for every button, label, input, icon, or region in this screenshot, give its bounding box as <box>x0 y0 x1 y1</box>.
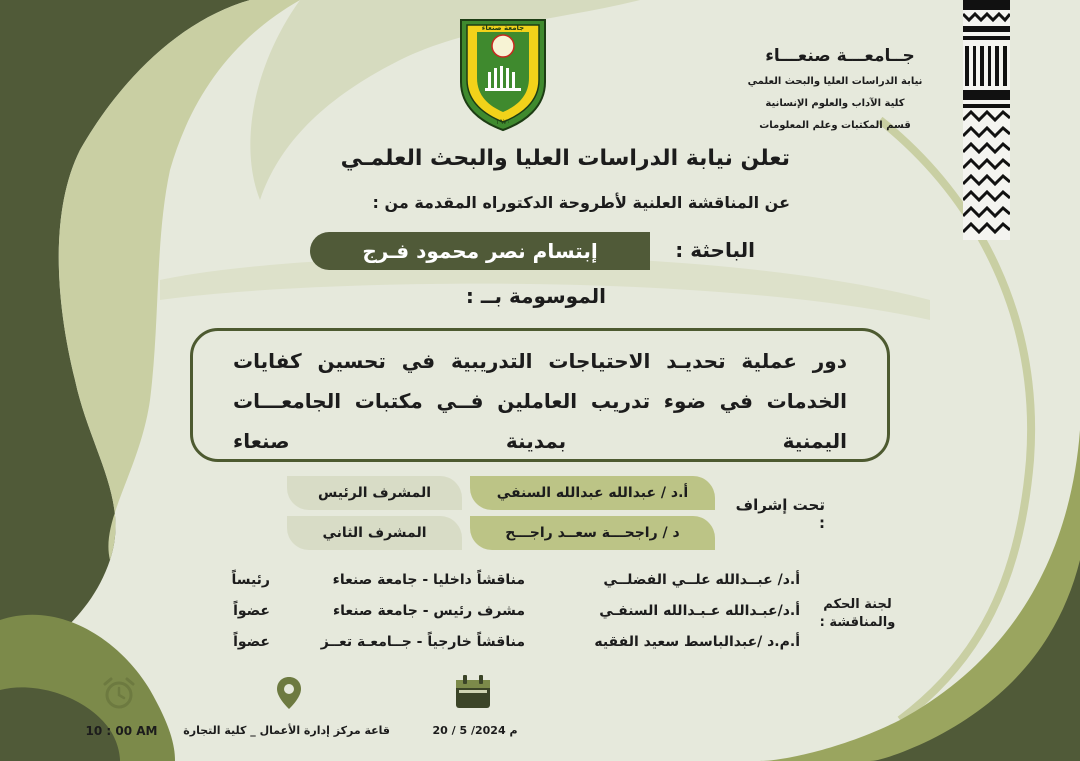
titled-label: الموسومة بــ : <box>465 284 606 308</box>
header-line-1: نيابة الدراسات العليا والبحث العلمي <box>747 76 923 87</box>
committee-label-line-2: والمناقشة : <box>819 615 896 630</box>
announcement-heading: تعلن نيابة الدراسات العليا والبحث العلمـي <box>340 146 790 171</box>
committee-label <box>815 596 900 632</box>
committee-member-role-3: مناقشاً خارجياً - جــامعـة تعــز <box>320 634 525 650</box>
calendar-icon <box>454 674 492 710</box>
supervisor-role-2: المشرف الثاني <box>287 516 462 550</box>
event-time: 10 : 00 AM <box>85 724 158 738</box>
supervisor-role-1: المشرف الرئيس <box>287 476 462 510</box>
committee-member-name-1: أ.د/ عبــدالله علــي الفضلــي <box>603 572 800 588</box>
researcher-label: الباحثة : <box>675 238 755 262</box>
committee-member-position-3: عضواً <box>233 634 270 650</box>
seal-year: ١٩٧٠ <box>495 118 511 126</box>
alarm-clock-icon <box>102 676 136 710</box>
committee-member-name-3: أ.م.د /عبدالباسط سعيد الفقيه <box>594 634 800 650</box>
committee-member-position-1: رئيساً <box>231 572 270 588</box>
thesis-title-box <box>190 328 890 462</box>
event-date: 20 / 5 /2024 م <box>432 724 518 737</box>
location-pin-icon <box>276 676 302 710</box>
header-line-2: كلية الآداب والعلوم الإنسانية <box>765 98 905 109</box>
committee-member-role-1: مناقشاً داخليا - جامعة صنعاء <box>332 572 525 588</box>
university-seal-icon <box>455 12 551 132</box>
committee-member-role-2: مشرف رئيس - جامعة صنعاء <box>333 603 525 619</box>
thesis-title: دور عملية تحديـد الاحتياجات التدريبية في تحسين كفايات الخدمات في ضوء تدريب العاملين فــي مكتبات الجامعـــات اليمنية بمدينة صنعاء <box>233 349 847 453</box>
supervision-label: تحت إشراف : <box>735 496 825 532</box>
committee-member-name-2: أ.د/عبـدالله عـبـدالله السنفـي <box>599 603 800 619</box>
committee-member-position-2: عضواً <box>233 603 270 619</box>
header-line-3: قسم المكتبات وعلم المعلومات <box>759 120 911 131</box>
committee-label-line-1: لجنة الحكم <box>823 597 892 612</box>
university-name: جــامعـــة صنعـــاء <box>765 46 915 66</box>
announcement-subheading: عن المناقشة العلنية لأطروحة الدكتوراه المقدمة من : <box>372 193 790 212</box>
seal-arc-text: جامعة صنعاء <box>481 24 525 32</box>
researcher-name: إبتسام نصر محمود فـرج <box>310 232 650 270</box>
keffiyeh-pattern-icon <box>963 0 1010 240</box>
supervisor-name-2: د / راجحـــة سعــد راجـــح <box>470 516 715 550</box>
supervisor-name-1: أ.د / عبدالله عبدالله السنفي <box>470 476 715 510</box>
event-location: قاعة مركز إدارة الأعمال _ كلية التجارة <box>183 724 390 737</box>
